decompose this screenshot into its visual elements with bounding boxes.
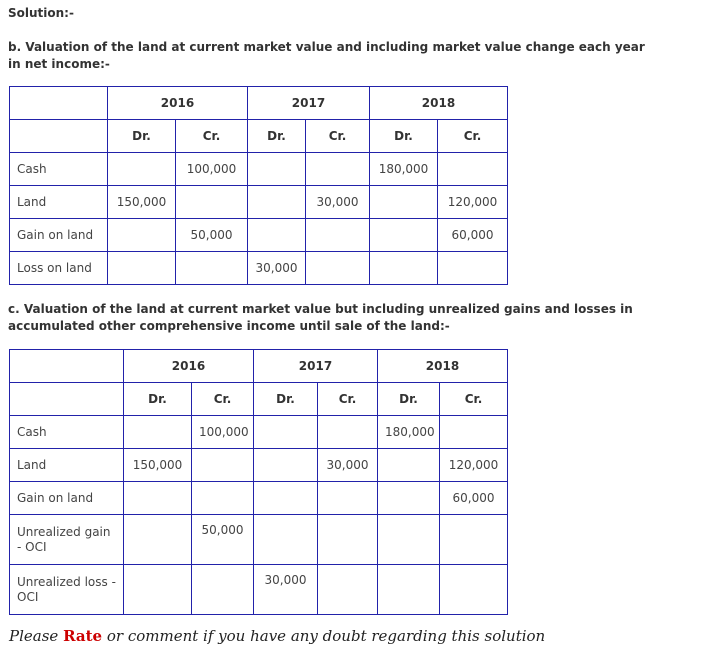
account-label: Gain on land — [10, 219, 108, 252]
amount-cell: 180,000 — [370, 153, 438, 186]
amount-cell — [124, 416, 192, 449]
dr-header: Dr. — [108, 120, 176, 153]
amount-cell — [318, 482, 378, 515]
amount-cell — [440, 515, 508, 565]
amount-cell — [124, 482, 192, 515]
amount-cell — [124, 515, 192, 565]
dr-header: Dr. — [124, 383, 192, 416]
year-header-row — [10, 87, 508, 120]
table-row — [10, 153, 508, 186]
table-row — [10, 482, 508, 515]
account-label: Unrealized loss - OCI — [10, 565, 124, 615]
footer-text: or comment if you have any doubt regarding this solution — [106, 627, 546, 645]
amount-cell — [192, 449, 254, 482]
amount-cell — [440, 565, 508, 615]
cr-header: Cr. — [438, 120, 508, 153]
section-b-table — [9, 86, 508, 285]
amount-cell — [108, 219, 176, 252]
amount-cell: 30,000 — [318, 449, 378, 482]
year-header: 2017 — [254, 350, 378, 383]
amount-cell — [176, 252, 248, 285]
footer-note — [9, 627, 545, 645]
rate-link[interactable]: Rate — [63, 627, 103, 645]
table-row — [10, 219, 508, 252]
amount-cell — [192, 565, 254, 615]
dr-header: Dr. — [370, 120, 438, 153]
year-header: 2017 — [248, 87, 370, 120]
table-row — [10, 416, 508, 449]
table-row — [10, 565, 508, 615]
amount-cell: 150,000 — [108, 186, 176, 219]
amount-cell — [306, 153, 370, 186]
amount-cell — [378, 515, 440, 565]
amount-cell — [248, 153, 306, 186]
footer-please: Please — [9, 627, 59, 645]
amount-cell: 60,000 — [440, 482, 508, 515]
amount-cell: 50,000 — [176, 219, 248, 252]
amount-cell — [254, 449, 318, 482]
cr-header: Cr. — [318, 383, 378, 416]
amount-cell — [254, 416, 318, 449]
section-b-heading: b. Valuation of the land at current market value and including market value change each year in net income:- — [8, 40, 645, 71]
table-row — [10, 449, 508, 482]
amount-cell — [176, 186, 248, 219]
year-header: 2018 — [378, 350, 508, 383]
dr-header: Dr. — [254, 383, 318, 416]
amount-cell — [378, 449, 440, 482]
account-label: Gain on land — [10, 482, 124, 515]
account-label: Loss on land — [10, 252, 108, 285]
amount-cell — [108, 252, 176, 285]
amount-cell — [318, 416, 378, 449]
corner-cell — [10, 120, 108, 153]
amount-cell: 120,000 — [438, 186, 508, 219]
year-header: 2018 — [370, 87, 508, 120]
account-label: Land — [10, 449, 124, 482]
amount-cell — [370, 252, 438, 285]
amount-cell: 100,000 — [192, 416, 254, 449]
amount-cell — [370, 186, 438, 219]
amount-cell — [254, 482, 318, 515]
amount-cell — [438, 252, 508, 285]
table-row — [10, 515, 508, 565]
amount-cell — [306, 219, 370, 252]
amount-cell — [318, 565, 378, 615]
amount-cell — [438, 153, 508, 186]
drcr-header-row — [10, 120, 508, 153]
cr-header: Cr. — [440, 383, 508, 416]
table-row — [10, 186, 508, 219]
amount-cell — [440, 416, 508, 449]
amount-cell — [192, 482, 254, 515]
amount-cell: 100,000 — [176, 153, 248, 186]
cr-header: Cr. — [306, 120, 370, 153]
cr-header: Cr. — [176, 120, 248, 153]
amount-cell — [108, 153, 176, 186]
amount-cell: 30,000 — [306, 186, 370, 219]
account-label: Land — [10, 186, 108, 219]
amount-cell: 30,000 — [248, 252, 306, 285]
amount-cell: 120,000 — [440, 449, 508, 482]
amount-cell: 60,000 — [438, 219, 508, 252]
dr-header: Dr. — [378, 383, 440, 416]
year-header: 2016 — [124, 350, 254, 383]
account-label: Cash — [10, 153, 108, 186]
amount-cell — [248, 219, 306, 252]
amount-cell — [248, 186, 306, 219]
amount-cell: 150,000 — [124, 449, 192, 482]
solution-heading: Solution:- — [8, 6, 74, 20]
account-label: Cash — [10, 416, 124, 449]
section-c-table — [9, 349, 508, 615]
corner-cell — [10, 350, 124, 383]
corner-cell — [10, 87, 108, 120]
year-header: 2016 — [108, 87, 248, 120]
account-label: Unrealized gain - OCI — [10, 515, 124, 565]
drcr-header-row — [10, 383, 508, 416]
dr-header: Dr. — [248, 120, 306, 153]
amount-cell — [124, 565, 192, 615]
amount-cell — [378, 565, 440, 615]
table-row — [10, 252, 508, 285]
amount-cell: 30,000 — [254, 565, 318, 615]
amount-cell: 50,000 — [192, 515, 254, 565]
amount-cell — [318, 515, 378, 565]
amount-cell — [370, 219, 438, 252]
amount-cell — [306, 252, 370, 285]
section-c-heading: c. Valuation of the land at current market value but including unrealized gains and losses in accumulated other comprehensive income until sale of the land:- — [8, 302, 633, 333]
amount-cell — [254, 515, 318, 565]
amount-cell — [378, 482, 440, 515]
amount-cell: 180,000 — [378, 416, 440, 449]
cr-header: Cr. — [192, 383, 254, 416]
corner-cell — [10, 383, 124, 416]
year-header-row — [10, 350, 508, 383]
